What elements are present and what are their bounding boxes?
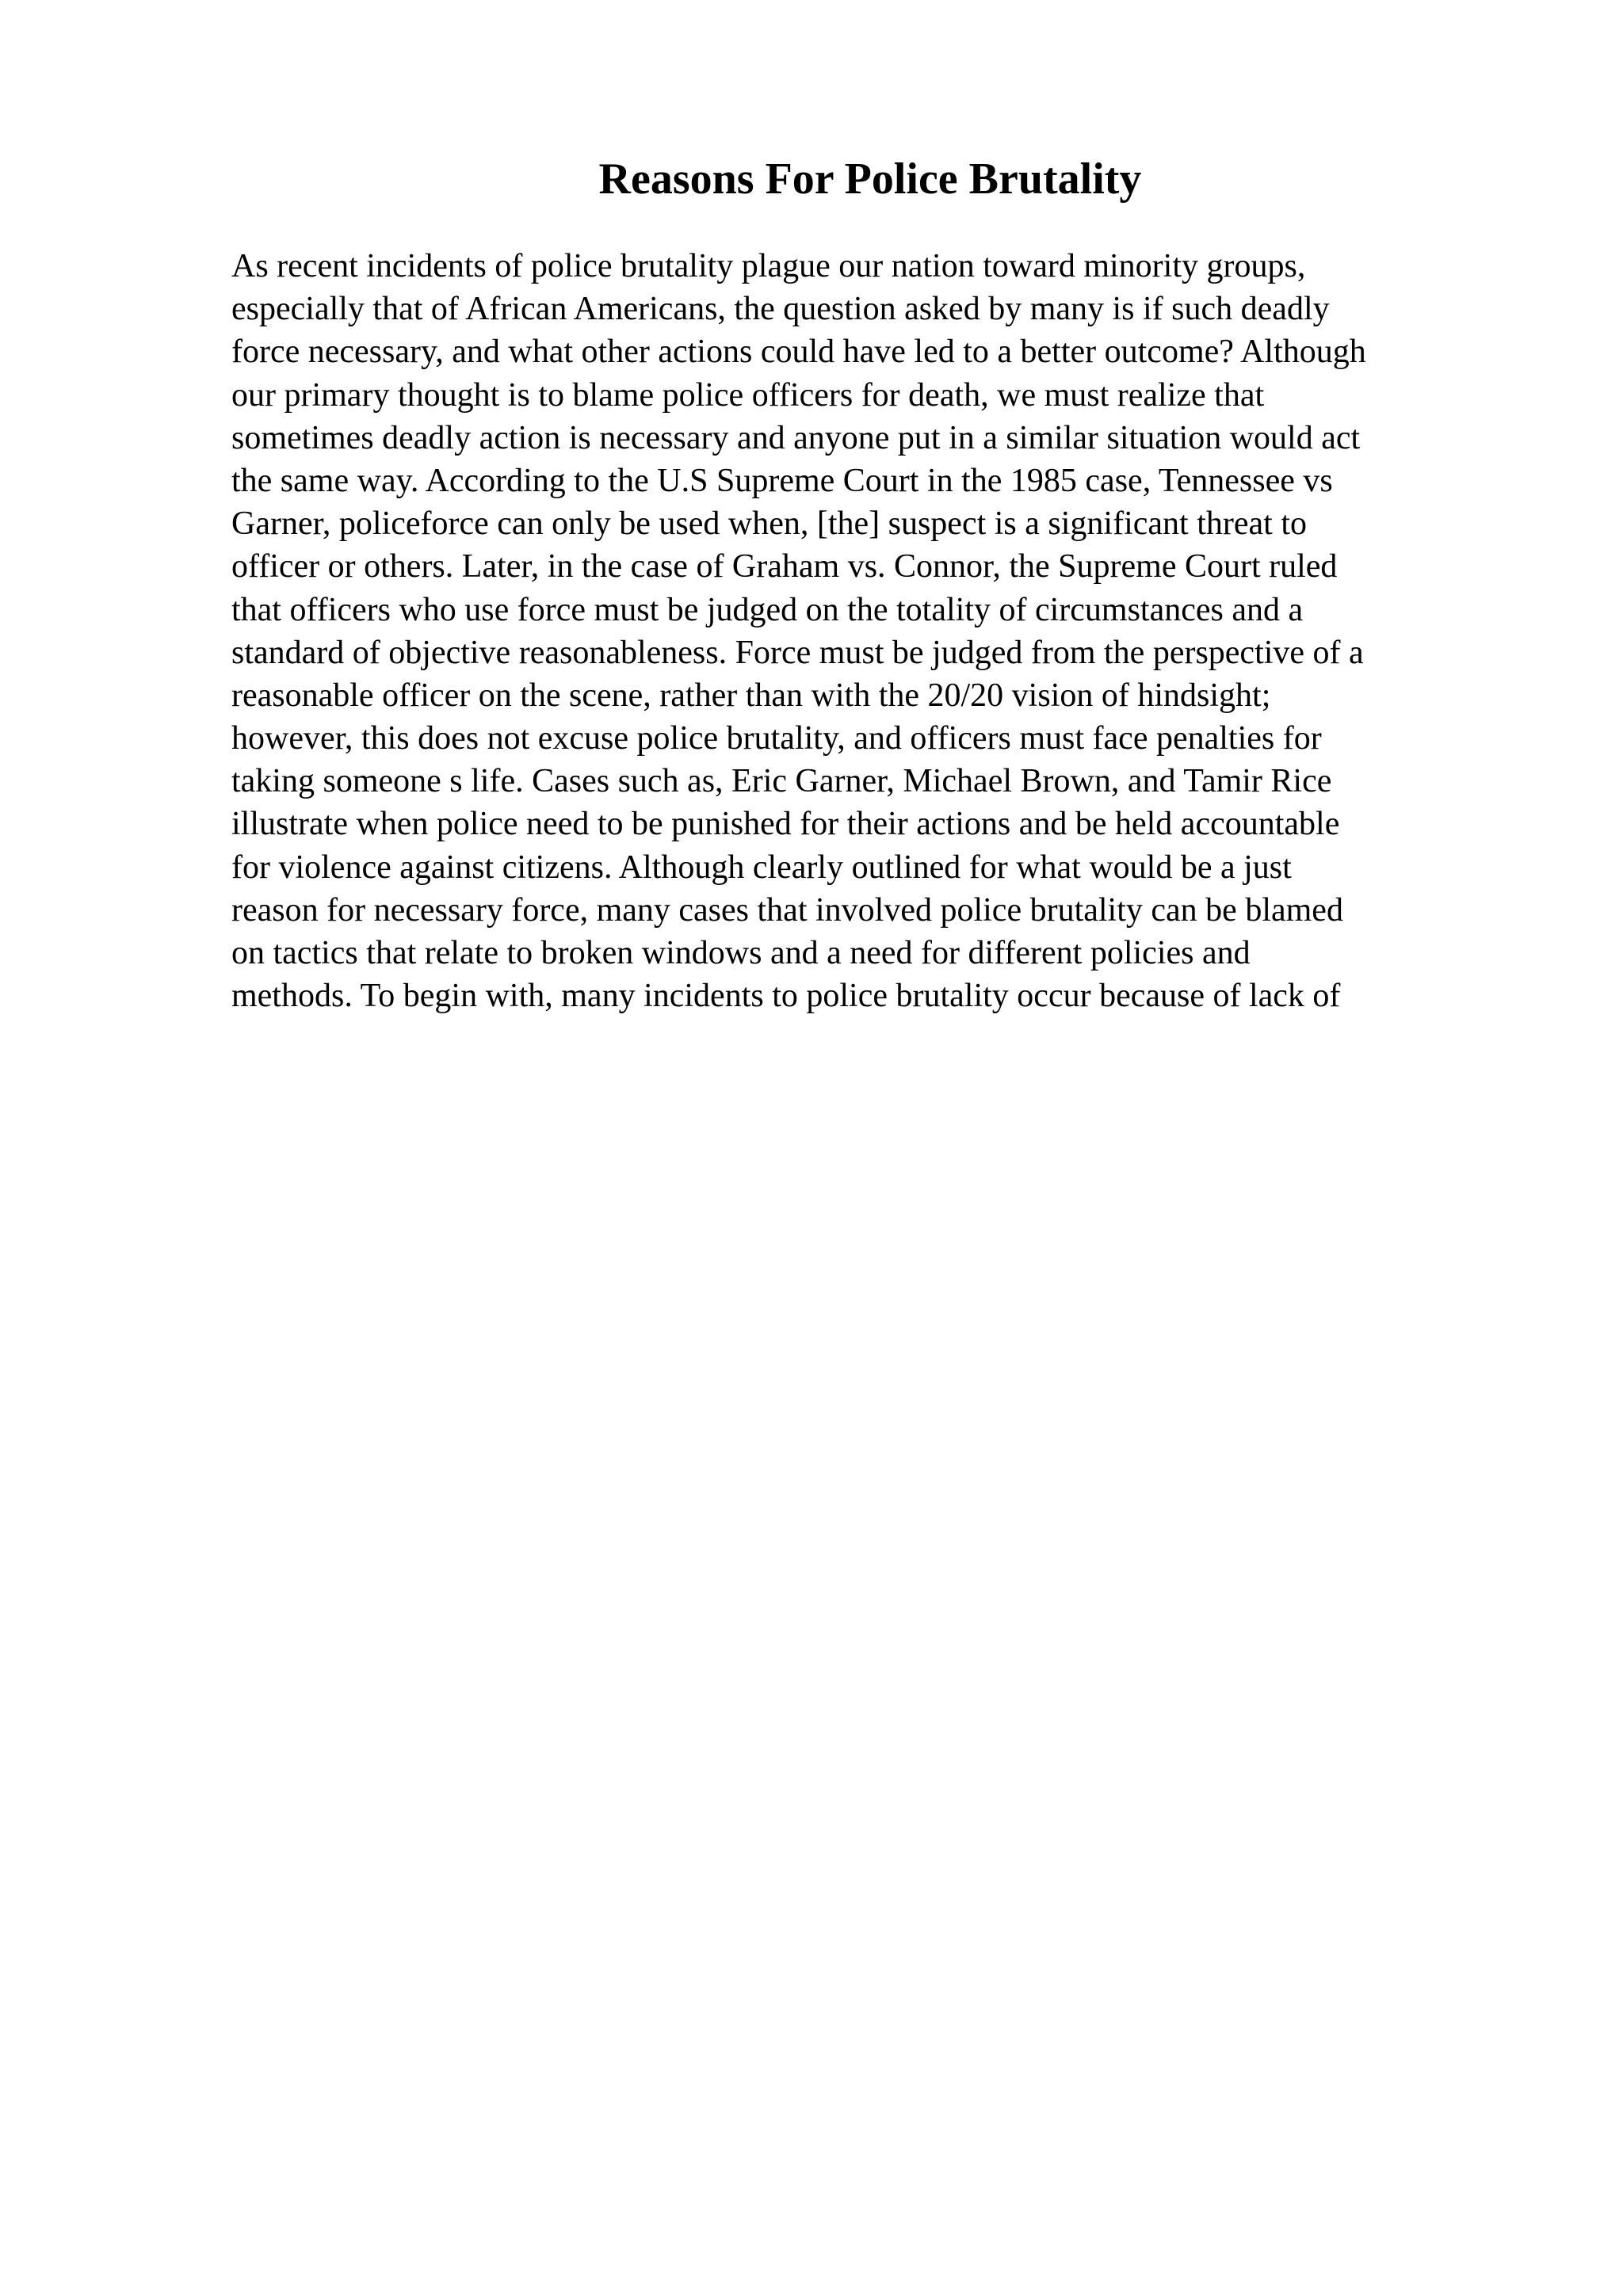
document-title: Reasons For Police Brutality <box>598 154 1142 204</box>
body-line: that officers who use force must be judged on the totality of circumstances and a <box>231 591 1304 628</box>
body-line: however, this does not excuse police brutality, and officers must face penalties for <box>231 720 1322 757</box>
body-line: especially that of African Americans, the question asked by many is if such deadly <box>231 291 1330 328</box>
document-body <box>231 245 1547 1017</box>
body-line: methods. To begin with, many incidents to police brutality occur because of lack of <box>231 978 1341 1015</box>
body-line: officer or others. Later, in the case of Graham vs. Connor, the Supreme Court ruled <box>231 548 1338 585</box>
body-line: illustrate when police need to be punished for their actions and be held accountable <box>231 806 1340 843</box>
body-line: Garner, policeforce can only be used when, [the] suspect is a significant threat to <box>231 505 1307 543</box>
body-line: our primary thought is to blame police officers for death, we must realize that <box>231 376 1265 414</box>
body-line: reason for necessary force, many cases that involved police brutality can be blamed <box>231 891 1343 929</box>
body-line: taking someone s life. Cases such as, Eric Garner, Michael Brown, and Tamir Rice <box>231 763 1332 800</box>
body-line: sometimes deadly action is necessary and anyone put in a similar situation would act <box>231 419 1361 456</box>
body-line: for violence against citizens. Although clearly outlined for what would be a just <box>231 849 1292 886</box>
body-line: on tactics that relate to broken windows and a need for different policies and <box>231 935 1251 971</box>
body-line: force necessary, and what other actions could have led to a better outcome? Although <box>231 334 1366 371</box>
body-line: reasonable officer on the scene, rather than with the 20/20 vision of hindsight; <box>231 677 1271 714</box>
body-line: As recent incidents of police brutality plague our nation toward minority groups, <box>231 248 1306 284</box>
body-line: standard of objective reasonableness. Force must be judged from the perspective of a <box>231 634 1364 671</box>
body-line: the same way. According to the U.S Supreme Court in the 1985 case, Tennessee vs <box>231 462 1333 499</box>
